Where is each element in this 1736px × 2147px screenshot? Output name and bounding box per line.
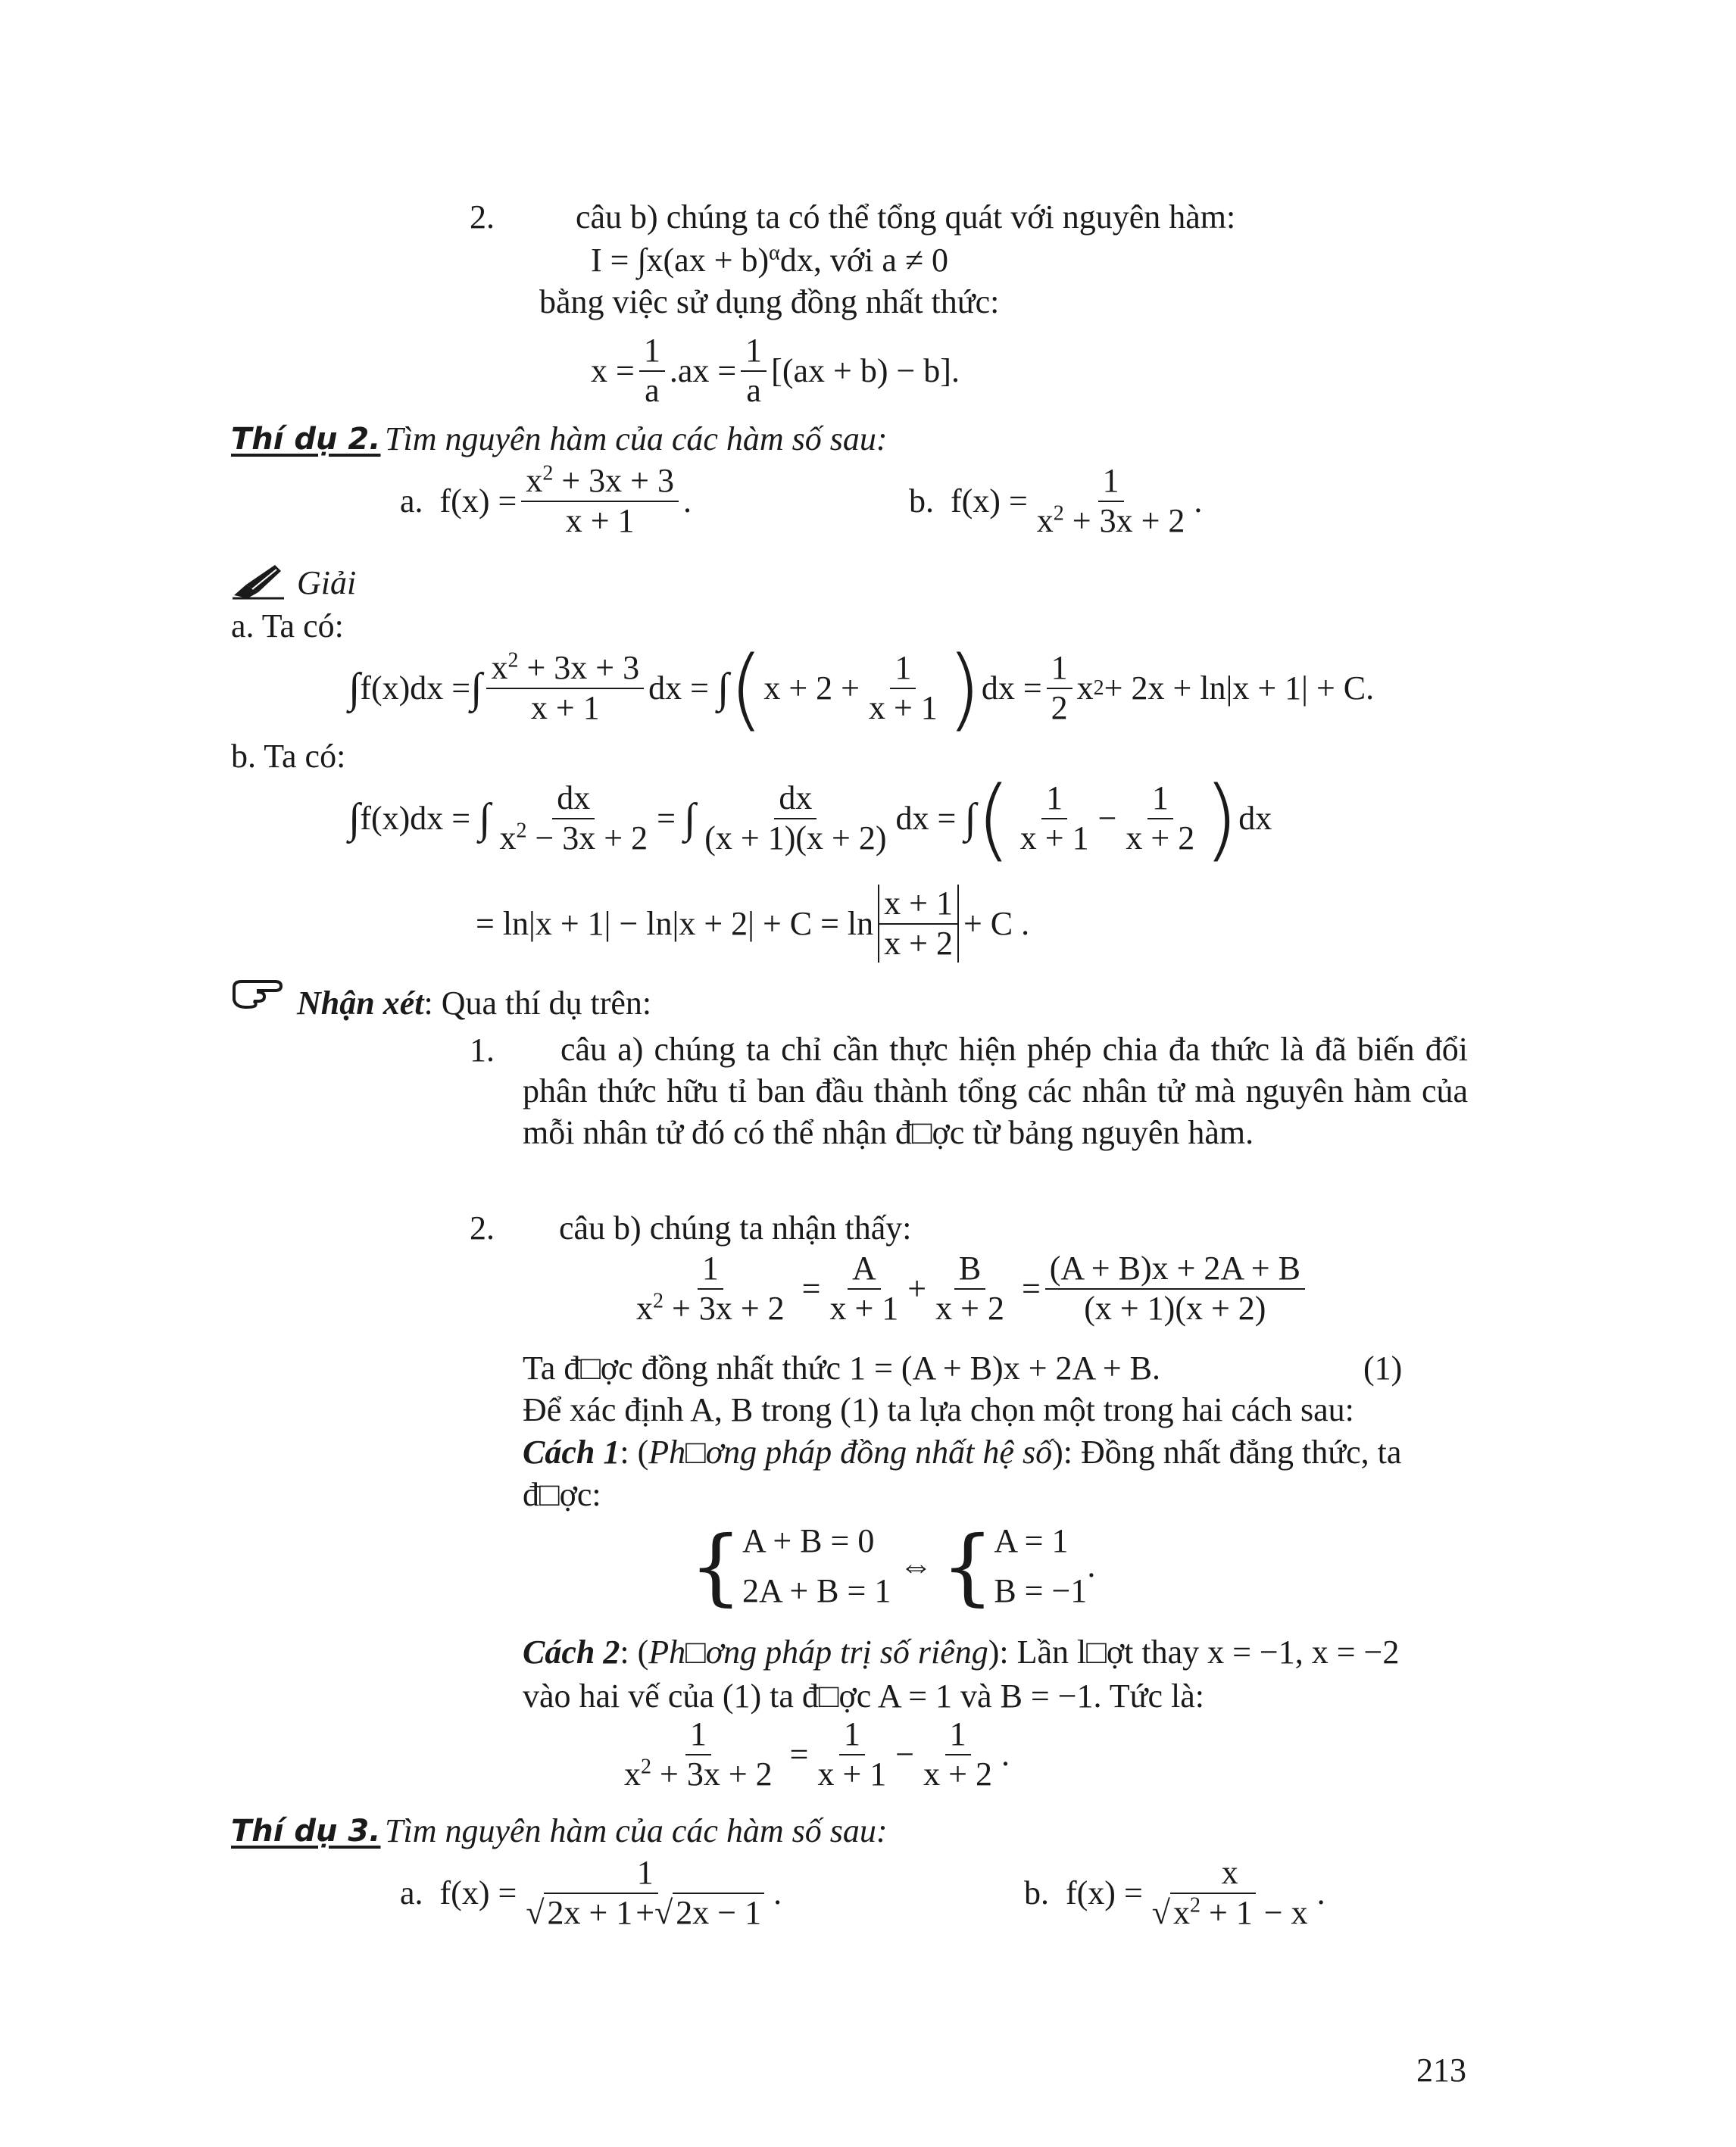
- numerator: 1: [890, 649, 916, 689]
- fraction: [521, 1854, 769, 1932]
- pen-hand-icon: [231, 562, 286, 600]
- method-2-label: Cách 2: [523, 1634, 620, 1671]
- integral-sign: ∫: [717, 665, 729, 712]
- determine-statement: Để xác định A, B trong (1) ta lựa chọn một trong hai cách sau:: [523, 1391, 1354, 1428]
- system-right: [994, 1516, 1087, 1616]
- numerator: 1: [1098, 462, 1124, 502]
- item-number: 2.: [470, 198, 495, 236]
- example-3-b: [1024, 1854, 1325, 1932]
- fraction-1-over-a: [741, 332, 767, 410]
- f-of-x: f(x) =: [439, 482, 517, 520]
- denominator: x + 1: [565, 501, 635, 539]
- f-of-x: f(x) =: [1066, 1874, 1143, 1911]
- numerator: 1: [1147, 779, 1173, 819]
- method-2-rest: ): Lần l□ợt thay x = −1, x = −2: [988, 1634, 1400, 1671]
- open-paren: : (: [620, 1634, 649, 1671]
- identity-formula: [591, 332, 960, 410]
- method-1-name: Ph□ơng pháp đồng nhất hệ số: [648, 1434, 1053, 1471]
- system-left: [742, 1516, 891, 1616]
- exponent: 2: [653, 1288, 663, 1312]
- open-paren: : (: [620, 1434, 649, 1471]
- x: x: [499, 819, 517, 857]
- left-paren: (: [729, 636, 764, 741]
- example-2-a: [400, 462, 692, 540]
- dx-equals: dx =: [895, 800, 957, 837]
- alpha-exponent: α: [769, 241, 780, 265]
- x: x: [636, 1289, 653, 1327]
- numerator: 1: [1047, 649, 1073, 689]
- method-2-line-2: vào hai vế của (1) ta đ□ợc A = 1 và B = −1. Tức là:: [523, 1677, 1204, 1715]
- denominator: [620, 1755, 777, 1794]
- log-difference: = ln|x + 1| − ln|x + 2| + C =: [476, 904, 839, 942]
- exponent: 2: [641, 1754, 651, 1778]
- fraction: [495, 779, 652, 857]
- numerator: 1: [945, 1715, 971, 1755]
- final-equation: $\frac{1}{x^2 + 3x + 2}$ = $\frac{1}{x + 1}$ − $\frac{1}{x + 2}$ .: [615, 1715, 1010, 1793]
- period: .: [1001, 1735, 1010, 1773]
- identity-statement: Ta đ□ợc đồng nhất thức 1 = (A + B)x + 2A + B.: [523, 1350, 1161, 1387]
- integral-I-tail: dx, với a ≠ 0: [779, 242, 949, 279]
- system-eq-2: 2A + B = 1: [742, 1572, 891, 1609]
- radicand-2: 2x − 1: [673, 1893, 764, 1931]
- method-1-label: Cách 1: [523, 1434, 620, 1471]
- bracket-expression: [(ax + b) − b].: [771, 351, 960, 389]
- solution-a-equation: ∫ f(x)dx = ∫ $\frac{x^2 + 3x + 3}{x + 1}$ dx = ∫ ( x + 2 + $\frac{1}{x + 1}$ ) dx = $\frac{1}{2}$ x 2 + 2x + ln|x + 1| + C.: [348, 636, 1375, 741]
- denominator: x + 1: [817, 1755, 887, 1793]
- minus-x: − x: [1263, 1893, 1308, 1931]
- denominator: x + 2: [1126, 819, 1195, 857]
- integral-sign: ∫: [348, 795, 361, 842]
- method-1-line-2: đ□ợc:: [523, 1476, 601, 1513]
- right-paren: ): [1204, 766, 1239, 871]
- identity-intro: bằng việc sử dụng đồng nhất thức:: [539, 283, 1000, 320]
- denominator: x + 1: [1019, 819, 1089, 857]
- fraction: [1016, 779, 1094, 857]
- denominator: [495, 819, 652, 858]
- system-eq-1: A + B = 0: [742, 1522, 875, 1559]
- integral-sign: ∫: [479, 795, 491, 842]
- x: x: [1172, 1893, 1190, 1931]
- x: x: [624, 1755, 641, 1793]
- example-3-prompt: Tìm nguyên hàm của các hàm số sau:: [385, 1812, 888, 1849]
- radicand-1: 2x + 1: [544, 1893, 635, 1931]
- f-of-x: f(x) =: [439, 1874, 517, 1911]
- denominator-tail: + 3x + 2: [1063, 501, 1185, 539]
- numerator: dx: [774, 779, 816, 819]
- method-2-name: Ph□ơng pháp trị số riêng: [648, 1634, 988, 1671]
- partial-fraction-equation: $\frac{1}{x^2 + 3x + 2}$ = $\frac{A}{x + 1}$ + $\frac{B}{x + 2}$ = $\frac{(A + B)x + 2A + B}{(x + 1)(x + 2)}$: [627, 1250, 1310, 1328]
- numerator: x: [1217, 1854, 1243, 1894]
- numerator: 1: [639, 332, 665, 372]
- solution-b-equation-1: [348, 766, 1272, 871]
- denominator: x + 1: [530, 689, 600, 726]
- denominator-tail: + 3x + 2: [663, 1289, 785, 1327]
- dx-equals: dx =: [648, 669, 709, 707]
- x: x: [491, 649, 508, 687]
- period: .: [682, 482, 692, 520]
- equation-system: [689, 1516, 1095, 1616]
- solution-b: B = −1: [994, 1572, 1088, 1609]
- left-paren: (: [976, 766, 1011, 871]
- right-paren: ): [946, 636, 982, 741]
- remark-item-1-number: 1.: [470, 1031, 495, 1069]
- numerator: A: [848, 1250, 881, 1290]
- exponent: 2: [1053, 501, 1064, 525]
- integral-sign: ∫: [470, 665, 482, 712]
- plus-c: + C .: [963, 904, 1030, 942]
- example-2-heading: Thí dụ 2.: [231, 422, 381, 457]
- denominator: (x + 1)(x + 2): [1084, 1289, 1266, 1327]
- example-3-heading: Thí dụ 3.: [231, 1814, 381, 1849]
- solution-label: Giải: [297, 564, 357, 601]
- exponent: 2: [516, 819, 527, 843]
- fraction: [521, 462, 679, 540]
- absolute-fraction: [878, 885, 959, 963]
- x: x: [1076, 669, 1094, 707]
- fraction: [919, 1715, 997, 1793]
- denominator: √2x + 1+√2x − 1: [521, 1894, 769, 1933]
- denominator: (x + 1)(x + 2): [704, 819, 887, 857]
- left-brace: {: [941, 1518, 994, 1615]
- fraction: [931, 1250, 1009, 1328]
- dx-equals: dx =: [981, 669, 1042, 707]
- numerator-tail: + 3x + 3: [518, 649, 640, 687]
- integral-sign: ∫: [348, 665, 361, 712]
- fraction: [1032, 462, 1190, 540]
- period: .: [773, 1874, 782, 1911]
- denominator: [632, 1290, 789, 1328]
- radicand: [1170, 1893, 1256, 1931]
- fraction-half: [1047, 649, 1073, 727]
- ln: ln: [847, 904, 874, 942]
- denominator: 2: [1051, 689, 1068, 726]
- denominator: x + 1: [829, 1289, 899, 1327]
- remark-item-2-number: 2.: [470, 1209, 495, 1247]
- denominator: a: [645, 371, 660, 409]
- method-1-line: [523, 1436, 1401, 1469]
- exponent: 2: [1189, 1893, 1201, 1917]
- numerator: x + 1: [879, 885, 957, 925]
- f-of-x: f(x) =: [951, 482, 1028, 520]
- plus: +: [635, 1893, 655, 1931]
- numerator: dx: [552, 779, 595, 819]
- exponent: 2: [507, 648, 519, 672]
- paren-content: x + 2 +: [763, 669, 860, 707]
- solution-b-equation-2: [476, 885, 1029, 963]
- numerator: B: [954, 1250, 985, 1290]
- remark-item-2-text: câu b) chúng ta nhận thấy:: [559, 1209, 912, 1247]
- label-b: b.: [909, 482, 934, 520]
- example-2-b: [909, 462, 1202, 540]
- numerator: [521, 462, 679, 502]
- fraction: [864, 649, 942, 727]
- fraction-1-over-a: [639, 332, 665, 410]
- fraction: [620, 1715, 777, 1793]
- x: x: [526, 462, 543, 499]
- numerator: 1: [632, 1854, 658, 1894]
- fraction: [486, 649, 644, 727]
- fraction: [632, 1250, 789, 1328]
- denominator: x + 2: [923, 1755, 992, 1793]
- lhs: f(x)dx =: [360, 669, 471, 707]
- denominator-tail: + 3x + 2: [651, 1755, 773, 1793]
- fraction: [1121, 779, 1199, 857]
- dx: dx: [1238, 800, 1272, 837]
- pointing-hand-icon: [231, 978, 286, 1009]
- numerator-tail: + 3x + 3: [553, 462, 674, 499]
- equation-number: (1): [1363, 1350, 1403, 1387]
- numerator: 1: [1041, 779, 1067, 819]
- numerator: 1: [839, 1715, 865, 1755]
- integral-I: [591, 241, 949, 279]
- integral-sign: ∫: [683, 795, 696, 842]
- remark-label: Nhận xét: [297, 985, 424, 1022]
- fraction: [825, 1250, 903, 1328]
- x-equals: x =: [591, 351, 635, 389]
- label-b: b.: [1024, 1874, 1049, 1911]
- period: .: [1316, 1874, 1325, 1911]
- fraction: [1045, 1250, 1305, 1328]
- example-2-prompt: Tìm nguyên hàm của các hàm số sau:: [385, 420, 888, 457]
- denominator-tail: − 3x + 2: [526, 819, 648, 857]
- solution-b-intro: b. Ta có:: [231, 738, 346, 775]
- label-a: a.: [400, 1874, 423, 1911]
- method-2-line: [523, 1636, 1399, 1669]
- ax-equals: .ax =: [669, 351, 737, 389]
- denominator: [1032, 502, 1190, 541]
- exponent: 2: [542, 461, 554, 485]
- x: x: [1036, 501, 1054, 539]
- numerator: 1: [698, 1250, 723, 1290]
- remark-line: [297, 987, 651, 1020]
- integral-I-text: I = ∫x(ax + b): [591, 242, 770, 279]
- period: .: [1194, 482, 1203, 520]
- numerator: 1: [685, 1715, 711, 1755]
- denominator: $√x^2 + 1 - x$: [1151, 1893, 1308, 1931]
- remark-item-1-text: câu a) chúng ta chỉ cần thực hiện phép chia đa thức là đã biến đổi phân thức hữu tỉ ban đầu thành tổng các nhân tử mà nguyên hàm của mỗi nhân tử đó có thể nhận đ□ợc từ bảng nguyên hàm.: [523, 1031, 1468, 1151]
- denominator: x + 2: [935, 1289, 1004, 1327]
- numerator: [486, 649, 644, 689]
- fraction: [813, 1715, 891, 1793]
- period: .: [1087, 1547, 1096, 1584]
- minus: −: [1097, 800, 1117, 837]
- numerator: 1: [741, 332, 767, 372]
- iff-symbol: ⇔: [899, 1547, 933, 1584]
- fraction: [700, 779, 891, 857]
- page-number: 213: [1416, 2052, 1466, 2089]
- example-3-a: [400, 1854, 782, 1932]
- solution-a: A = 1: [994, 1522, 1069, 1559]
- remark-intro: : Qua thí dụ trên:: [423, 985, 652, 1022]
- method-1-rest: ): Đồng nhất đẳng thức, ta: [1052, 1434, 1402, 1471]
- denominator: a: [746, 371, 761, 409]
- solution-a-intro: a. Ta có:: [231, 607, 344, 644]
- denominator: x + 2: [884, 924, 953, 962]
- item-text: câu b) chúng ta có thể tổng quát với nguyên hàm:: [576, 198, 1236, 236]
- result-tail: + 2x + ln|x + 1| + C.: [1104, 669, 1375, 707]
- label-a: a.: [400, 482, 423, 520]
- denominator: x + 1: [868, 689, 938, 726]
- equals: =: [657, 800, 676, 837]
- lhs: f(x)dx =: [360, 800, 471, 837]
- integral-sign: ∫: [964, 795, 976, 842]
- fraction: [1147, 1854, 1313, 1932]
- numerator: (A + B)x + 2A + B: [1045, 1250, 1305, 1290]
- radicand-tail: + 1: [1200, 1893, 1253, 1931]
- left-brace: {: [689, 1518, 742, 1615]
